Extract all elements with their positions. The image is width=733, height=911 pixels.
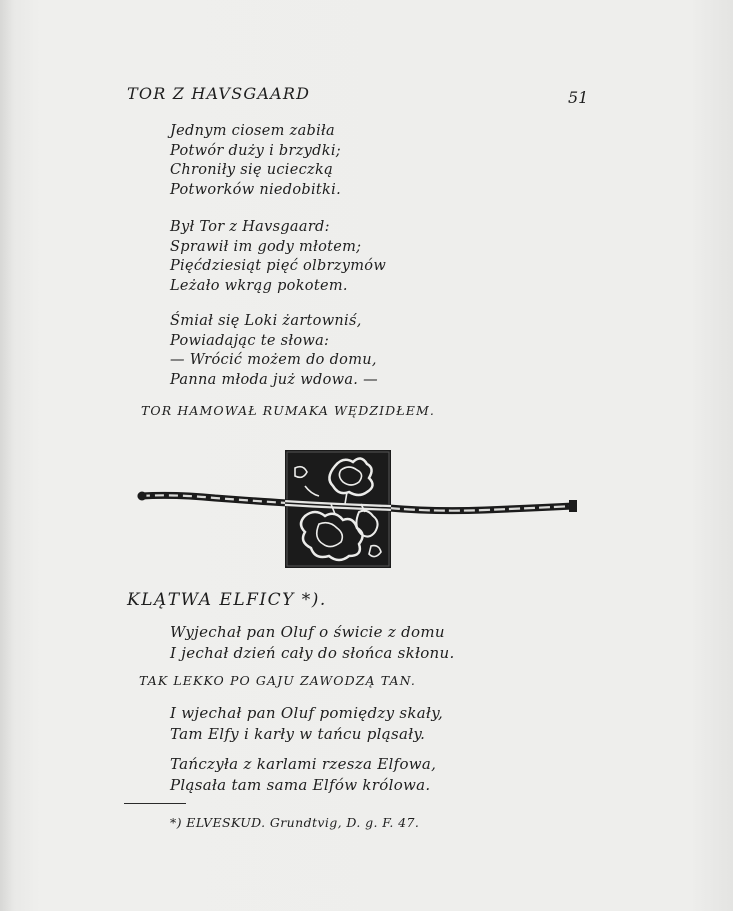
verse-line: Tańczyła z karlami rzesza Elfowa,: [170, 755, 437, 773]
verse-line: Panna młoda już wdowa. —: [170, 371, 378, 388]
running-head: TOR Z HAVSGAARD: [127, 84, 311, 103]
verse-line: Leżało wkrąg pokotem.: [170, 277, 348, 294]
verse-line: Wyjechał pan Oluf o świcie z domu: [170, 623, 445, 641]
poem1-stanza-1: [170, 122, 341, 200]
verse-line: Śmiał się Loki żartowniś,: [170, 313, 362, 329]
verse-line: — Wrócić możem do domu,: [170, 352, 377, 368]
verse-line: Potworków niedobitki.: [170, 181, 341, 198]
verse-line: Był Tor z Havsgaard:: [170, 219, 330, 235]
verse-line: I jechał dzień cały do słońca skłonu.: [170, 644, 455, 662]
verse-line: Pięćdziesiąt pięć olbrzymów: [170, 258, 387, 274]
verse-line: Pląsała tam sama Elfów królowa.: [170, 776, 431, 794]
verse-line: Potwór duży i brzydki;: [170, 142, 341, 159]
poem1-stanza-3: [170, 312, 378, 390]
footnote: *) ELVESKUD. Grundtvig, D. g. F. 47.: [170, 815, 420, 830]
footnote-rule: [124, 803, 186, 804]
verse-line: I wjechał pan Oluf pomiędzy skały,: [170, 704, 444, 722]
poem2-stanza-2: [170, 703, 443, 745]
poem2-stanza-1: [170, 622, 455, 664]
poem1-refrain: TOR HAMOWAŁ RUMAKA WĘDZIDŁEM.: [141, 403, 435, 418]
ornament-branch-left: [141, 495, 287, 503]
poem1-stanza-2: [170, 218, 386, 296]
verse-line: Sprawił im gody młotem;: [170, 238, 362, 255]
verse-line: Jednym ciosem zabiła: [170, 123, 335, 139]
verse-line: Chroniły się ucieczką: [170, 162, 334, 178]
verse-line: Powiadając te słowa:: [170, 332, 330, 349]
poem2-stanza-3: [170, 754, 436, 796]
verse-line: Tam Elfy i karły w tańcu pląsały.: [170, 725, 426, 743]
poem2-refrain: TAK LEKKO PO GAJU ZAWODZĄ TAN.: [139, 673, 416, 688]
section-title: KLĄTWA ELFICY *).: [127, 590, 327, 610]
lichen-branch-ornament-icon: [135, 446, 580, 574]
page-number: 51: [568, 88, 589, 107]
